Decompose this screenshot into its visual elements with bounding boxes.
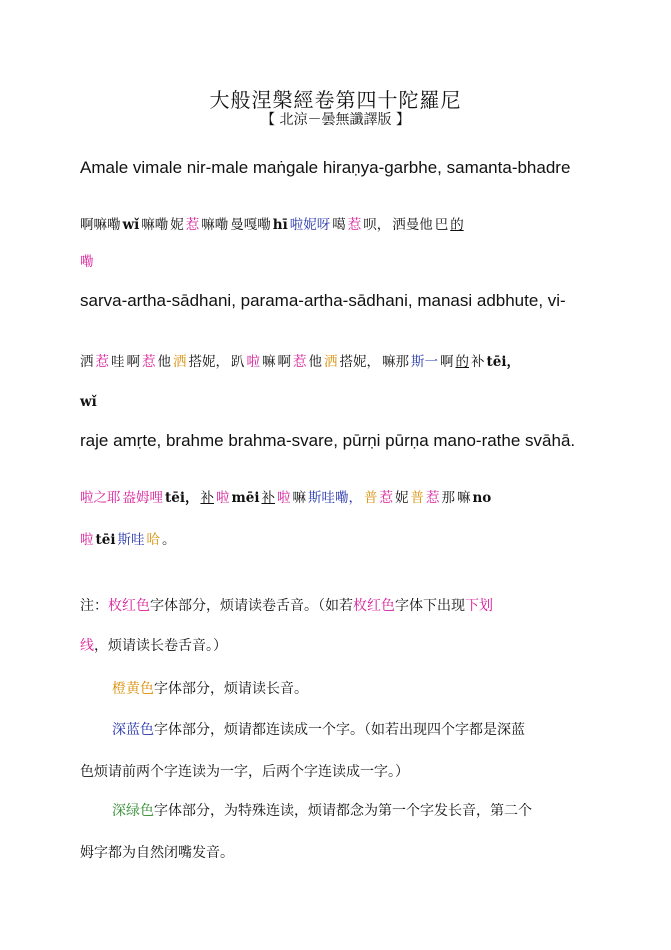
note-pink-term: 枚红色 [353,598,395,614]
syllable: hī [272,217,288,233]
syllable: 的 [455,354,469,370]
syllable: 嘛那 [382,354,409,370]
syllable: 哈 [146,532,160,548]
note-text: 字体部分，烦请读长音。 [154,681,308,697]
syllable: 惹 [293,354,307,370]
verse-1-latin: Amale vimale nir-male maṅgale hiraṇya-garbhe, samanta-bhadre [80,158,571,177]
syllable: 洒 [173,354,187,370]
syllable: 洒 [324,354,338,370]
syllable: 妮 [170,217,184,233]
syllable: 补 [261,490,275,506]
note-4-line-2: 姆字都为自然闭嘴发音。 [80,845,234,861]
verse-2-transliteration-line-1 [80,352,610,372]
syllable: 嘛 [262,354,276,370]
syllable: wǐ [80,394,97,410]
syllable: 妮 [394,490,409,506]
page-title: 大般涅槃經卷第四十陀羅尼 [209,88,462,112]
note-2 [112,679,632,699]
syllable: 啦 [276,490,291,506]
syllable: 那 [441,490,455,506]
syllable: 搭妮， [339,354,380,370]
syllable: 啦妮呀 [289,217,331,233]
syllable: 噶 [332,217,346,233]
syllable: 补 [471,354,485,370]
syllable: 惹 [347,217,362,233]
syllable: 嘛 [292,490,306,506]
syllable: 啊 [126,354,140,370]
note-text: 字体部分，烦请读卷舌音。（如若 [150,598,353,614]
syllable: 啦之耶 [80,490,121,506]
syllable: 嘞 [80,254,94,270]
note-underline-term: 下划 [465,598,493,614]
note-blue-term: 深蓝色 [112,722,154,738]
syllable: 补 [200,490,214,506]
syllable: 斯哇 [117,532,145,548]
syllable: wǐ [122,217,140,233]
syllable: mēi [231,490,260,506]
syllable: 洒曼他 [392,217,433,233]
syllable: tēi， [165,490,199,506]
note-pink-term: 枚红色 [108,598,150,614]
syllable: 搭妮， [188,354,229,370]
syllable: 惹 [425,490,440,506]
syllable: tēi， [486,354,520,370]
syllable: 曼嘎嘞 [230,217,271,233]
syllable: 啦 [246,354,260,370]
syllable: 嘛嘞 [201,217,229,233]
verse-2-transliteration-line-2 [80,392,610,412]
syllable: 啊 [277,354,291,370]
note-underline-term: 线 [80,638,94,654]
note-green-term: 深绿色 [112,803,154,819]
note-text: 字体部分，烦请都连读成一个字。（如若出现四个字都是深蓝 [154,722,525,738]
note-text: 字体下出现 [395,598,465,614]
syllable: 惹 [379,490,393,506]
syllable: 嘛 [456,490,471,506]
syllable: 。 [161,532,176,548]
syllable: 的 [450,217,464,233]
syllable: 惹 [142,354,156,370]
syllable: 啊 [440,354,454,370]
note-orange-term: 橙黄色 [112,681,154,697]
verse-3-transliteration-line-1 [80,488,610,508]
syllable: 盎姆哩 [122,490,163,506]
note-3-line-2: 色烦请前两个字连读为一字，后两个字连读成一字。） [80,764,409,780]
verse-2-latin: sarva-artha-sādhani, parama-artha-sādhani, manasi adbhute, vi- [80,291,566,310]
syllable: 他 [157,354,171,370]
note-4-line-1 [112,801,632,821]
verse-3-latin: raje amṛte, brahme brahma-svare, pūrṇi pūrṇa mano-rathe svāhā. [80,431,576,450]
note-3-line-1 [112,720,632,740]
syllable: 斯哇嘞， [307,490,362,506]
verse-1-transliteration-line-2 [80,252,610,272]
syllable: 啦 [215,490,230,506]
verse-1-transliteration-line-1 [80,215,610,235]
syllable: 普 [363,490,378,506]
syllable: 巴 [434,217,449,233]
note-label: 注： [80,598,108,614]
syllable: 啦 [80,532,94,548]
note-1-line-1 [80,596,600,616]
note-text: ，烦请读长卷舌音。） [94,638,227,654]
syllable: 哇 [111,354,125,370]
syllable: 普 [410,490,424,506]
syllable: 嘛嘞 [141,217,169,233]
syllable: 啊嘛嘞 [80,217,121,233]
verse-3-transliteration-line-2 [80,530,610,550]
note-text: 字体部分，为特殊连读，烦请都念为第一个字发长音，第二个 [154,803,532,819]
syllable: tēi [95,532,116,548]
syllable: no [472,490,492,506]
syllable: 他 [308,354,322,370]
syllable: 呗， [363,217,391,233]
syllable: 斯一 [411,354,438,370]
syllable: 惹 [185,217,200,233]
syllable: 惹 [95,354,109,370]
edition-subtitle: 【 北涼－曇無讖譯版 】 [261,112,410,128]
syllable: 洒 [80,354,94,370]
syllable: 趴 [231,354,245,370]
note-1-line-2 [80,636,600,656]
